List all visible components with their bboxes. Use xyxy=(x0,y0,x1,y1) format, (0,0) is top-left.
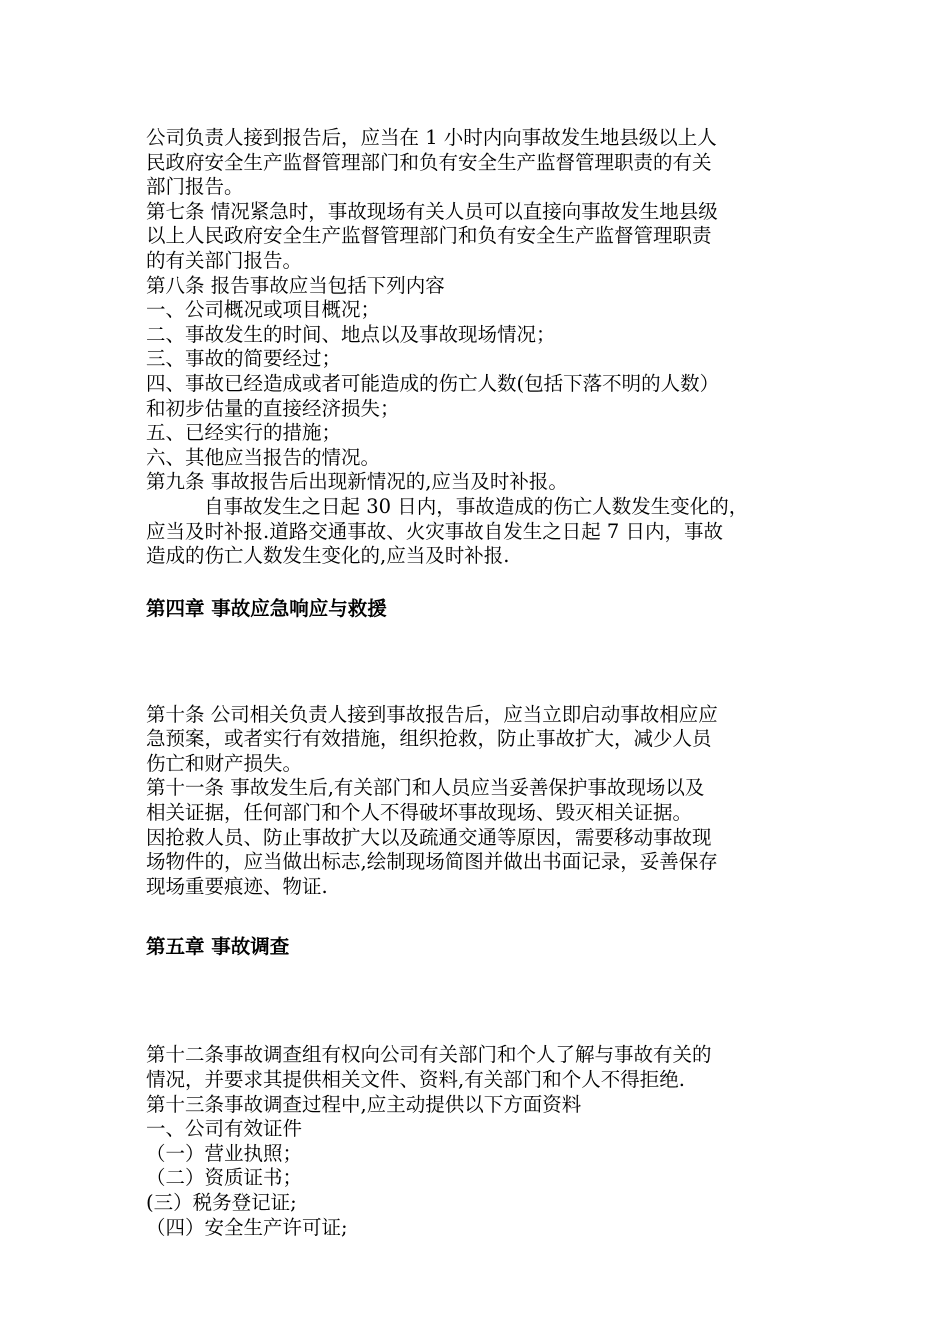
text-line: 相关证据，任何部门和个人不得破坏事故现场、毁灭相关证据。 xyxy=(146,801,693,825)
text-line: 公司负责人接到报告后，应当在 1 小时内向事故发生地县级以上人 xyxy=(146,126,717,149)
text-line: 因抢救人员、防止事故扩大以及疏通交通等原因，需要移动事故现 xyxy=(146,825,712,849)
text-line: 以上人民政府安全生产监督管理部门和负有安全生产监督管理职责 xyxy=(146,224,712,248)
list-item: 二、事故发生的时间、地点以及事故现场情况； xyxy=(146,322,556,346)
article-11-line: 第十一条 事故发生后,有关部门和人员应当妥善保护事故现场以及 xyxy=(146,776,705,800)
text-line: 情况，并要求其提供相关文件、资料,有关部门和个人不得拒绝. xyxy=(146,1068,685,1092)
indented-paragraph-line: 自事故发生之日起 30 日内，事故造成的伤亡人数发生变化的， xyxy=(204,494,749,518)
chapter-4-heading: 第四章 事故应急响应与救援 xyxy=(146,596,387,620)
text-line: 造成的伤亡人数发生变化的,应当及时补报. xyxy=(146,544,510,568)
text-line: 应当及时补报.道路交通事故、火灾事故自发生之日起 7 日内，事故 xyxy=(146,519,724,543)
sub-list-item: (三）税务登记证; xyxy=(146,1191,297,1214)
text-line: 的有关部门报告。 xyxy=(146,248,303,272)
list-item: 一、公司有效证件 xyxy=(146,1117,303,1141)
list-item: 六、其他应当报告的情况。 xyxy=(146,445,381,469)
text-line: 伤亡和财产损失。 xyxy=(146,751,303,775)
article-8-line: 第八条 报告事故应当包括下列内容 xyxy=(146,273,445,297)
list-item: 四、事故已经造成或者可能造成的伤亡人数(包括下落不明的人数） xyxy=(146,371,720,395)
chapter-5-heading: 第五章 事故调查 xyxy=(146,935,290,959)
text-line: 部门报告。 xyxy=(146,175,244,199)
article-12-line: 第十二条事故调查组有权向公司有关部门和个人了解与事故有关的 xyxy=(146,1043,712,1067)
list-item: 一、公司概况或项目概况； xyxy=(146,298,381,322)
list-item-continued: 和初步估量的直接经济损失； xyxy=(146,396,400,420)
sub-list-item: （一）营业执照； xyxy=(146,1141,303,1165)
section-investigation xyxy=(146,1043,816,1240)
article-9-line: 第九条 事故报告后出现新情况的,应当及时补报。 xyxy=(146,470,568,494)
list-item: 五、已经实行的措施； xyxy=(146,421,342,445)
sub-list-item: （二）资质证书； xyxy=(146,1166,303,1190)
section-reporting xyxy=(146,126,816,569)
article-10-line: 第十条 公司相关负责人接到事故报告后，应当立即启动事故相应应 xyxy=(146,702,718,726)
article-7-line: 第七条 情况紧急时，事故现场有关人员可以直接向事故发生地县级 xyxy=(146,199,718,223)
section-emergency-response xyxy=(146,703,816,900)
text-line: 现场重要痕迹、物证. xyxy=(146,874,328,898)
list-item: 三、事故的简要经过； xyxy=(146,347,342,371)
text-line: 场物件的，应当做出标志,绘制现场简图并做出书面记录，妥善保存 xyxy=(146,850,718,874)
text-line: 急预案，或者实行有效措施，组织抢救，防止事故扩大，减少人员 xyxy=(146,727,712,751)
article-13-line: 第十三条事故调查过程中,应主动提供以下方面资料 xyxy=(146,1092,582,1116)
sub-list-item: （四）安全生产许可证; xyxy=(146,1215,348,1239)
document-body xyxy=(146,126,816,1240)
text-line: 民政府安全生产监督管理部门和负有安全生产监督管理职责的有关 xyxy=(146,150,712,174)
